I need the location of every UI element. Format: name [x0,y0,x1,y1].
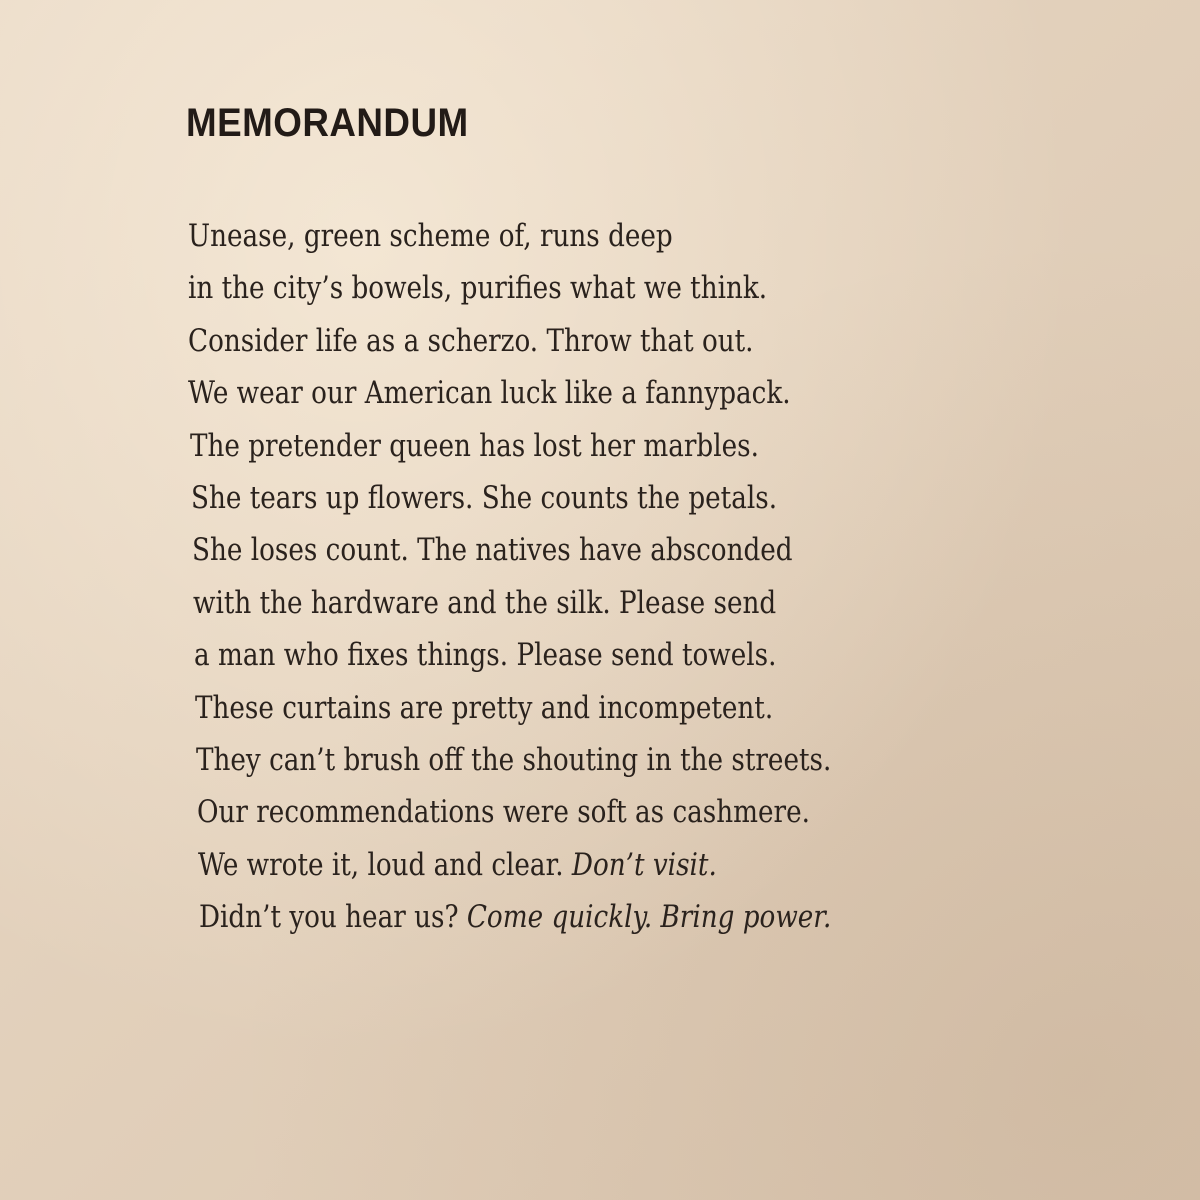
poem-line: Unease, green scheme of, runs deep [188,219,673,254]
poem-line: Consider life as a scherzo. Throw that out. [188,323,754,359]
poem-line: She tears up flowers. She counts the petals. [191,480,778,516]
poem-line-italic: Come quickly. Bring power. [466,900,832,936]
poem-line: a man who fixes things. Please send towels. [194,638,777,674]
poem-body [188,211,1148,944]
poem-line: These curtains are pretty and incompetent. [195,690,774,726]
poem-line: Our recommendations were soft as cashmere. [197,795,810,831]
poem-line: Didn’t you hear us? Come quickly. Bring power. [199,900,832,936]
poem-line: She loses count. The natives have absconded [192,533,793,569]
poem-line: We wear our American luck like a fannypack. [188,376,791,412]
poem-title: MEMORANDUM [186,101,469,145]
poem-line: We wrote it, loud and clear. Don’t visit. [198,847,717,883]
poem-line-italic: Don’t visit. [571,847,717,883]
poem-line: in the city’s bowels, purifies what we think. [188,271,768,307]
poem-line: They can’t brush off the shouting in the streets. [196,742,832,778]
poem-line: with the hardware and the silk. Please send [193,585,777,621]
poem-line: The pretender queen has lost her marbles. [190,428,759,464]
